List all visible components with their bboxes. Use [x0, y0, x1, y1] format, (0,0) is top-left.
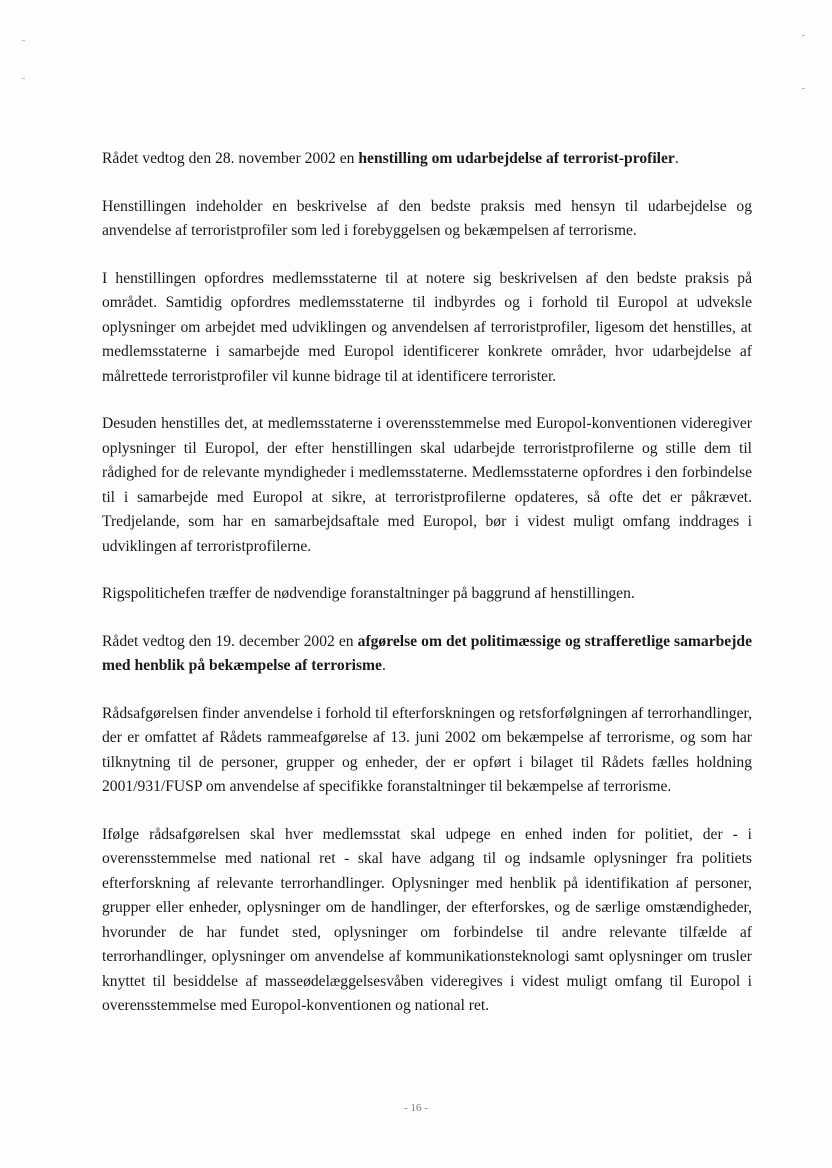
paragraph	[102, 630, 752, 679]
paragraph	[102, 582, 752, 607]
page-number: - 16 -	[404, 1102, 428, 1114]
paragraph	[102, 267, 752, 390]
paragraph	[102, 412, 752, 559]
paragraph-text: Rigspolitichefen træffer de nødvendige foranstaltninger på baggrund af henstillingen.	[102, 585, 635, 602]
paragraph-text: Desuden henstilles det, at medlemsstaterne i overensstemmelse med Europol-konventionen videregiver oplysninger til Europol, der efter henstillingen skal udarbejde terroristprofilerne og stille dem til rådighed for de relevante myndigheder i medlemsstaterne. Medlemsstaterne opfordres i den forbindelse til i samarbejde med Europol at sikre, at terroristprofilerne opdateres, så ofte det er påkrævet. Tredjelande, som har en samarbejdsaftale med Europol, bør i videst muligt omfang inddrages i udviklingen af terroristprofilerne.	[102, 415, 752, 555]
paragraph-text: Henstillingen indeholder en beskrivelse af den bedste praksis med hensyn til udarbejdelse og anvendelse af terroristprofiler som led i forebyggelsen og bekæmpelsen af terrorisme.	[102, 197, 752, 239]
paragraph-text: .	[674, 150, 679, 167]
paragraph-bold-text: henstilling om udarbejdelse af terrorist-profiler	[358, 150, 675, 167]
scan-speck	[22, 40, 25, 41]
paragraph-text: Ifølge rådsafgørelsen skal hver medlemsstat skal udpege en enhed inden for politiet, der - i overensstemmelse med national ret - skal have adgang til og indsamle oplysninger fra politiets efterforskning af relevante terrorhandlinger. Oplysninger med henblik på identifikation af personer, grupper eller enheder, oplysninger om de handlinger, der efterforskes, og de særlige omstændigheder, hvorunder de har fundet sted, oplysninger om forbindelse til andre relevante tilfælde af terrorhandlinger, oplysninger om anvendelse af kommunikationsteknologi samt oplysninger om trusler knyttet til besiddelse af masseødelæggelsesvåben videregives i videst muligt omfang til Europol i overensstemmelse med Europol-konventionen og national ret.	[102, 825, 752, 1014]
paragraph-text: .	[381, 657, 386, 674]
paragraph	[102, 195, 752, 244]
paragraph	[102, 702, 752, 800]
paragraph-bold-text: afgørelse om det politimæssige og strafferetlige samarbejde med henblik på bekæmpelse af terrorisme	[102, 632, 753, 674]
scan-speck	[802, 88, 805, 89]
document-body	[102, 147, 752, 1042]
scan-speck	[22, 78, 25, 79]
paragraph-text: Rådet vedtog den 19. december 2002 en	[102, 632, 358, 650]
paragraph	[102, 147, 752, 172]
paragraph-text: Rådet vedtog den 28. november 2002 en	[102, 150, 359, 167]
paragraph-text: Rådsafgørelsen finder anvendelse i forhold til efterforskningen og retsforfølgningen af terrorhandlinger, der er omfattet af Rådets rammeafgørelse af 13. juni 2002 om bekæmpelse af terrorisme, og som har tilknytning til de personer, grupper og enheder, der er opført i bilaget til Rådets fælles holdning 2001/931/FUSP om anvendelse af specifikke foranstaltninger til bekæmpelse af terrorisme.	[102, 704, 752, 795]
paragraph	[102, 823, 752, 1019]
scan-speck	[802, 35, 805, 36]
paragraph-text: I henstillingen opfordres medlemsstaterne til at notere sig beskrivelsen af den bedste praksis på området. Samtidig opfordres medlemsstaterne til indbyrdes og i forhold til Europol at udveksle oplysninger om arbejdet med udviklingen og anvendelsen af terroristprofiler, ligesom det henstilles, at medlemsstaterne i samarbejde med Europol identificerer konkrete områder, hvor udarbejdelse af målrettede terroristprofiler vil kunne bidrage til at identificere terrorister.	[102, 269, 752, 385]
